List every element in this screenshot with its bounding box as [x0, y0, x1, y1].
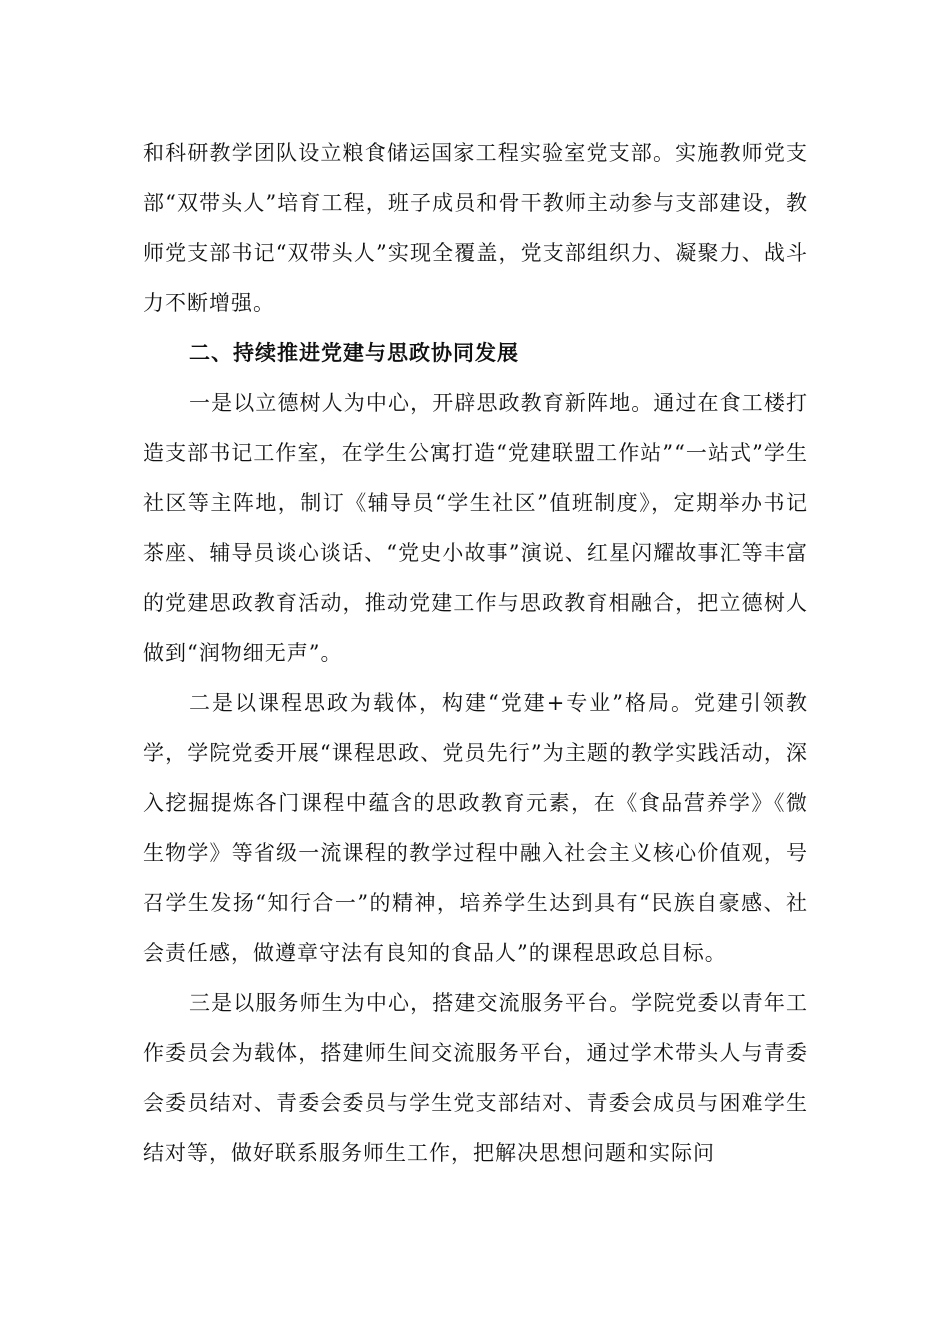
- paragraph-point-two: 二是以课程思政为载体，构建“党建+专业”格局。党建引领教学，学院党委开展“课程思政、党员先行”为主题的教学实践活动，深入挖掘提炼各门课程中蕴含的思政教育元素，在《食品营养学》《微生物学》等省级一流课程的教学过程中融入社会主义核心价值观，号召学生发扬“知行合一”的精神，培养学生达到具有“民族自豪感、社会责任感，做遵章守法有良知的食品人”的课程思政总目标。: [143, 691, 808, 965]
- section-heading: 二、持续推进党建与思政协同发展: [189, 340, 519, 365]
- paragraph-point-one: 一是以立德树人为中心，开辟思政教育新阵地。通过在食工楼打造支部书记工作室，在学生公寓打造“党建联盟工作站”“一站式”学生社区等主阵地，制订《辅导员“学生社区”值班制度》，定期举办书记茶座、辅导员谈心谈话、“党史小故事”演说、红星闪耀故事汇等丰富的党建思政教育活动，推动党建工作与思政教育相融合，把立德树人做到“润物细无声”。: [143, 391, 808, 665]
- paragraph-point-three: 三是以服务师生为中心，搭建交流服务平台。学院党委以青年工作委员会为载体，搭建师生间交流服务平台，通过学术带头人与青委会委员结对、青委会委员与学生党支部结对、青委会成员与困难学生结对等，做好联系服务师生工作，把解决思想问题和实际问: [143, 991, 808, 1165]
- document-body: [143, 128, 808, 1178]
- paragraph-continuation: 和科研教学团队设立粮食储运国家工程实验室党支部。实施教师党支部“双带头人”培育工程，班子成员和骨干教师主动参与支部建设，教师党支部书记“双带头人”实现全覆盖，党支部组织力、凝聚力、战斗力不断增强。: [143, 141, 808, 315]
